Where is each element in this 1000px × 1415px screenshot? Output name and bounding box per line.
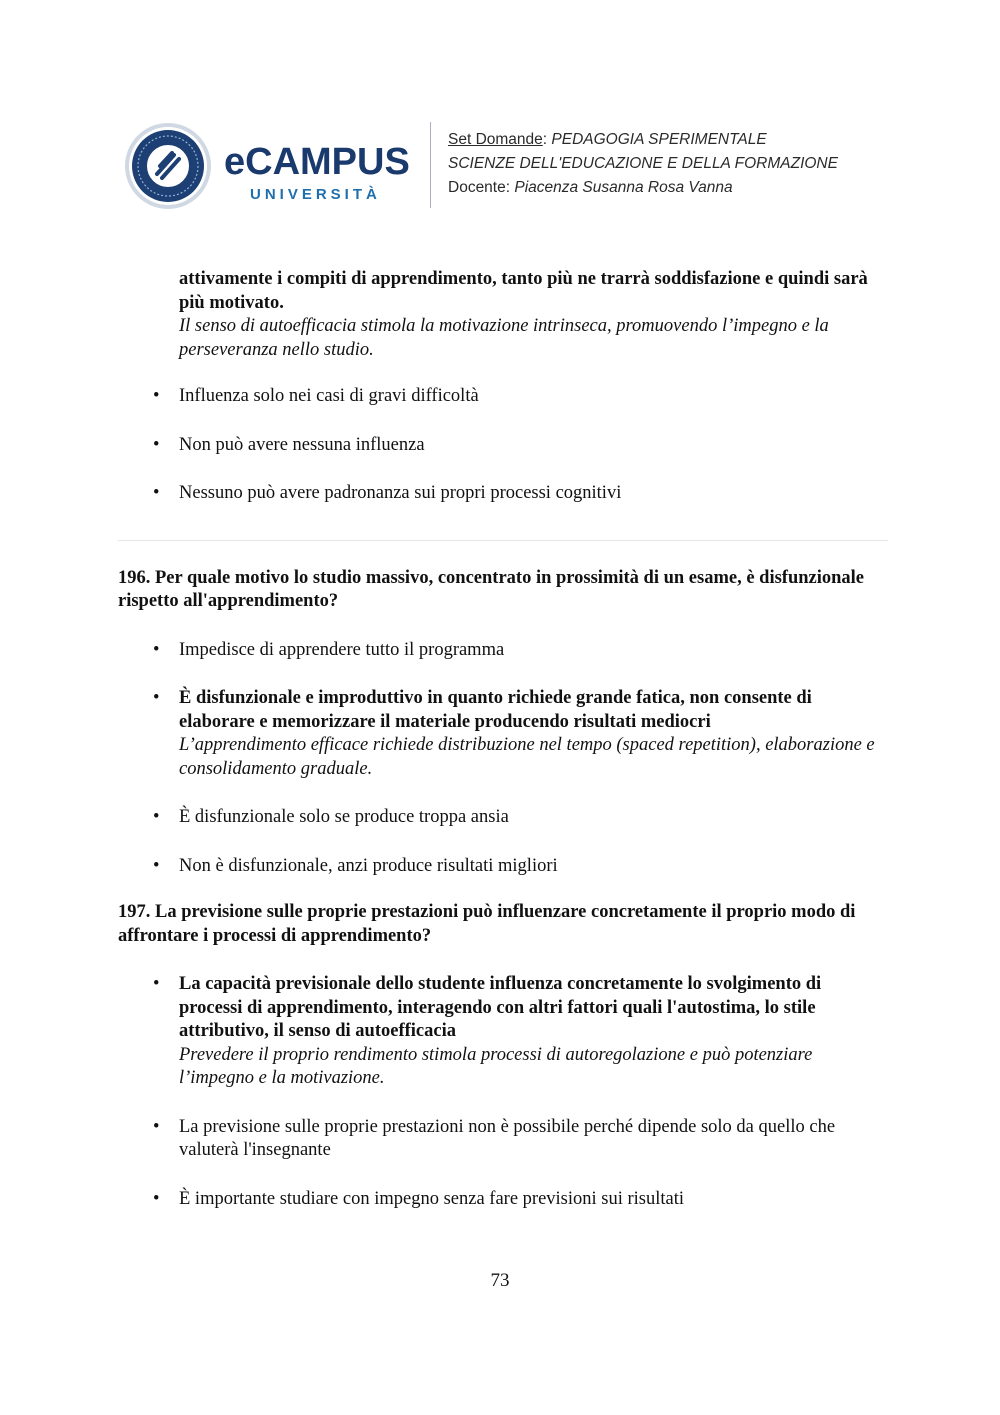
list-item xyxy=(118,973,888,1091)
question-196: 196. Per quale motivo lo studio massivo, concentrato in prossimità di un esame, è disfunzionale rispetto all'apprendimento? xyxy=(118,567,865,611)
option-text: Non può avere nessuna influenza xyxy=(179,434,425,455)
option-text: È importante studiare con impegno senza fare previsioni sui risultati xyxy=(179,1188,685,1209)
list-item xyxy=(118,482,888,506)
course-name: SCIENZE DELL'EDUCAZIONE E DELLA FORMAZIONE xyxy=(448,155,838,172)
header-divider xyxy=(430,122,431,208)
option-text: È disfunzionale solo se produce troppa ansia xyxy=(179,807,509,827)
option-text: Nessuno può avere padronanza sui propri processi cognitivi xyxy=(179,483,622,503)
ecampus-seal-logo xyxy=(124,122,212,210)
bullet-icon: • xyxy=(153,855,160,876)
q197-options xyxy=(118,973,888,1211)
set-label: Set Domande xyxy=(448,131,543,148)
set-line: Set Domande: PEDAGOGIA SPERIMENTALE xyxy=(448,131,767,148)
bullet-icon: • xyxy=(153,1116,160,1137)
bullet-icon: • xyxy=(153,386,160,406)
list-item xyxy=(118,385,888,409)
option-text: Influenza solo nei casi di gravi difficoltà xyxy=(179,386,479,406)
bullet-icon: • xyxy=(153,807,160,827)
page-number: 73 xyxy=(490,1270,510,1291)
option-text: La previsione sulle proprie prestazioni non è possibile perché dipende solo da quello che valuterà l'insegnante xyxy=(179,1116,836,1160)
bullet-icon: • xyxy=(153,434,160,455)
list-item xyxy=(118,1188,888,1212)
bullet-icon: • xyxy=(153,483,160,503)
question-197: 197. La previsione sulle proprie prestazioni può influenzare concretamente il proprio modo di affrontare i processi di apprendimento? xyxy=(118,902,856,946)
course-line xyxy=(448,152,838,176)
continued-answer xyxy=(179,268,888,362)
list-item xyxy=(118,639,888,663)
bullet-icon: • xyxy=(153,974,160,994)
page-header xyxy=(124,120,884,212)
section-divider xyxy=(118,540,888,541)
option-text: Impedisce di apprendere tutto il programma xyxy=(179,639,505,660)
list-item xyxy=(118,806,888,830)
teacher-line: Docente: Piacenza Susanna Rosa Vanna xyxy=(448,179,733,196)
list-item xyxy=(118,687,888,781)
page-content xyxy=(118,268,888,1211)
list-item xyxy=(118,1116,888,1163)
answer-explanation: Prevedere il proprio rendimento stimola processi di autoregolazione e può potenziare l’impegno e la motivazione. xyxy=(179,1044,813,1088)
bullet-icon: • xyxy=(153,1188,160,1209)
teacher-label: Docente xyxy=(448,179,506,196)
correct-answer: È disfunzionale e improduttivo in quanto richiede grande fatica, non consente di elaborare e memorizzare il materiale producendo risultati mediocri xyxy=(179,688,812,732)
brand-name: eCAMPUS xyxy=(224,141,410,183)
correct-answer: La capacità previsionale dello studente influenza concretamente lo svolgimento di processi di apprendimento, interagendo con altri fattori quali l'autostima, lo stile attributivo, il senso di autoefficacia xyxy=(179,974,822,1041)
header-info xyxy=(448,128,838,200)
set-value: PEDAGOGIA SPERIMENTALE xyxy=(551,131,767,148)
brand-subtitle: UNIVERSITÀ xyxy=(250,186,381,203)
list-item xyxy=(118,855,888,879)
brand-wordmark xyxy=(224,142,424,202)
bullet-icon: • xyxy=(153,639,160,660)
answer-explanation: L’apprendimento efficace richiede distribuzione nel tempo (spaced repetition), elaborazione e consolidamento graduale. xyxy=(179,735,875,779)
teacher-name: Piacenza Susanna Rosa Vanna xyxy=(514,179,733,196)
bullet-icon: • xyxy=(153,688,160,708)
option-text: Non è disfunzionale, anzi produce risultati migliori xyxy=(179,855,558,876)
continued-correct-answer: attivamente i compiti di apprendimento, tanto più ne trarrà soddisfazione e quindi sarà più motivato. xyxy=(179,269,868,313)
q196-options xyxy=(118,639,888,879)
continued-explanation: Il senso di autoefficacia stimola la motivazione intrinseca, promuovendo l’impegno e la perseveranza nello studio. xyxy=(179,316,829,360)
list-item xyxy=(118,434,888,458)
continued-options xyxy=(118,385,888,506)
